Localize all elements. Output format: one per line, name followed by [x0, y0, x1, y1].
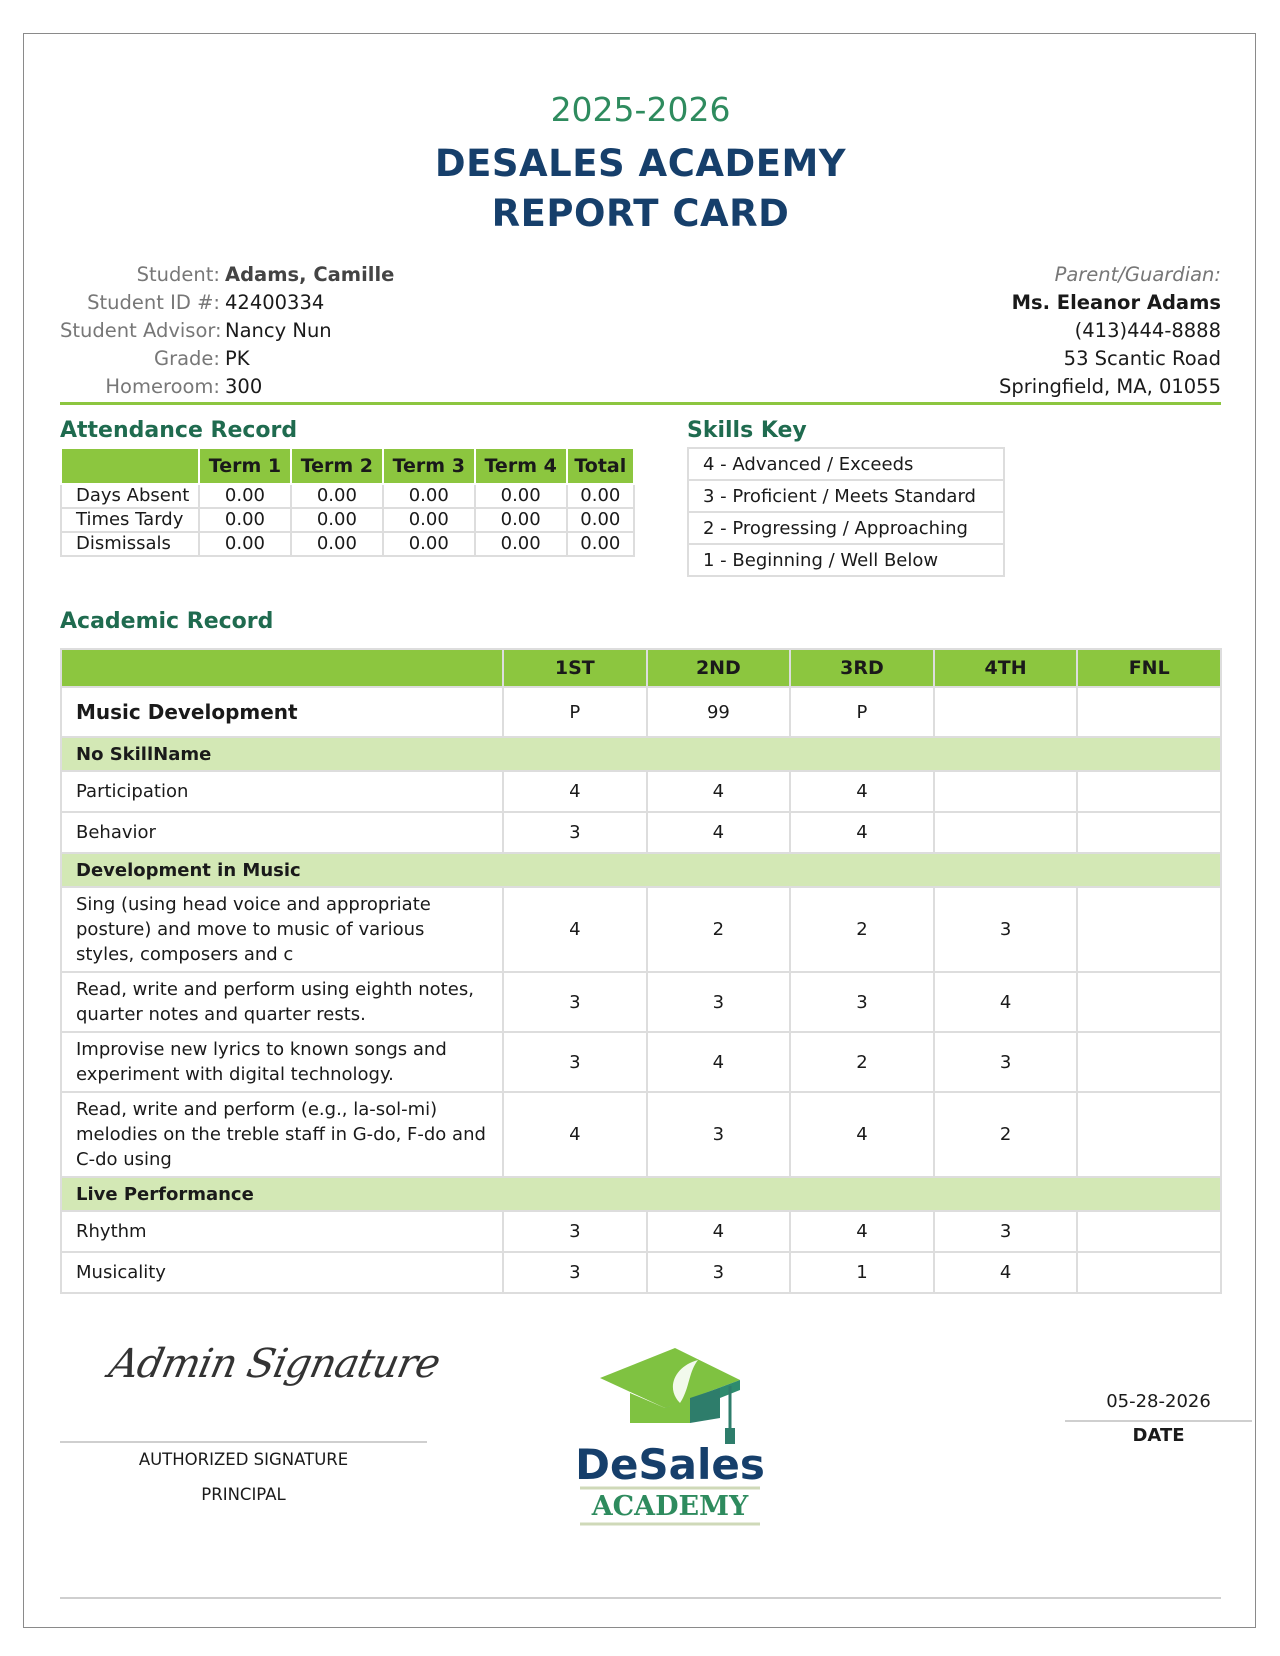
grade-cell: 3	[647, 1252, 791, 1293]
student-info	[60, 261, 420, 401]
school-name: DESALES ACADEMY	[434, 142, 847, 185]
academic-header-cell: 4TH	[934, 649, 1078, 687]
attendance-cell: 0.00	[199, 508, 291, 532]
grade-cell: 1	[790, 1252, 934, 1293]
grade-cell	[934, 771, 1078, 812]
student-homeroom-row	[60, 373, 420, 401]
grade-cell: P	[503, 687, 647, 737]
skill-row	[61, 1252, 1221, 1293]
attendance-cell: 0.00	[567, 484, 634, 508]
academic-header-cell: 1ST	[503, 649, 647, 687]
school-logo	[570, 1348, 770, 1538]
attendance-cell: 0.00	[383, 508, 475, 532]
grade-cell: 4	[790, 1092, 934, 1177]
skill-name: Sing (using head voice and appropriate posture) and move to music of various styles, composers and c	[61, 887, 503, 972]
student-name-row	[60, 261, 420, 289]
grade-cell	[1077, 771, 1221, 812]
guardian-phone: (413)444-8888	[1074, 319, 1221, 342]
attendance-cell: 0.00	[475, 484, 567, 508]
attendance-cell: 0.00	[475, 508, 567, 532]
guardian-info	[999, 261, 1221, 401]
grade-cell: 4	[790, 1211, 934, 1252]
grade-cell: 4	[503, 771, 647, 812]
academic-header-row	[61, 649, 1221, 687]
grade-cell: 4	[647, 771, 791, 812]
skill-group-name: Development in Music	[61, 853, 1221, 887]
grade-cell: 4	[503, 1092, 647, 1177]
guardian-street: 53 Scantic Road	[1063, 347, 1221, 370]
subject-row	[61, 687, 1221, 737]
skill-name: Behavior	[61, 812, 503, 853]
page-content	[60, 34, 1221, 1627]
grade-cell: 3	[503, 1032, 647, 1092]
academic-header-cell	[61, 649, 503, 687]
skills-key-table	[687, 447, 1005, 577]
grade-cell: 3	[934, 1032, 1078, 1092]
grade-cell: 3	[934, 887, 1078, 972]
grade-cell: 4	[790, 771, 934, 812]
grade-cell	[1077, 1032, 1221, 1092]
skill-group-name: No SkillName	[61, 737, 1221, 771]
attendance-header-cell: Term 4	[475, 448, 567, 484]
grade-cell: 3	[934, 1211, 1078, 1252]
guardian-name: Ms. Eleanor Adams	[1011, 291, 1221, 314]
attendance-row-label: Days Absent	[61, 484, 199, 508]
grade-cell	[934, 687, 1078, 737]
signature-date: 05-28-2026	[1106, 1391, 1211, 1412]
skill-name: Read, write and perform using eighth notes, quarter notes and quarter rests.	[61, 972, 503, 1032]
grade-cell	[1077, 1092, 1221, 1177]
admin-signature: Admin Signature	[105, 1341, 444, 1387]
attendance-row-label: Dismissals	[61, 532, 199, 556]
grade-cell: 3	[790, 972, 934, 1032]
attendance-cell: 0.00	[291, 508, 383, 532]
student-id-row	[60, 289, 420, 317]
skill-row	[61, 771, 1221, 812]
document-title: REPORT CARD	[491, 192, 790, 235]
grade-cell	[934, 812, 1078, 853]
grade-cell	[1077, 972, 1221, 1032]
academic-header-cell: 2ND	[647, 649, 791, 687]
grade-cell: 3	[503, 1211, 647, 1252]
grade-cell: 3	[503, 972, 647, 1032]
subject-name: Music Development	[61, 687, 503, 737]
attendance-header-cell	[61, 448, 199, 484]
skill-name: Participation	[61, 771, 503, 812]
skill-name: Musicality	[61, 1252, 503, 1293]
skill-row	[61, 1092, 1221, 1177]
skill-row	[61, 1032, 1221, 1092]
grade-cell: 3	[647, 1092, 791, 1177]
attendance-header-cell: Term 1	[199, 448, 291, 484]
info-label: Grade:	[153, 347, 220, 370]
skill-name: Rhythm	[61, 1211, 503, 1252]
grade-cell	[1077, 887, 1221, 972]
grade-cell: 3	[503, 812, 647, 853]
graduation-cap-icon	[570, 1348, 770, 1538]
grade-cell: 4	[647, 1211, 791, 1252]
attendance-cell: 0.00	[383, 484, 475, 508]
signature-line	[60, 1441, 427, 1443]
attendance-table	[60, 447, 635, 557]
student-grade-row	[60, 345, 420, 373]
school-year: 2025-2026	[550, 90, 731, 129]
academic-header-cell: 3RD	[790, 649, 934, 687]
grade-cell: 3	[647, 972, 791, 1032]
skill-group-row	[61, 1177, 1221, 1211]
signature-caption: AUTHORIZED SIGNATURE	[138, 1450, 349, 1469]
skill-name: Improvise new lyrics to known songs and experiment with digital technology.	[61, 1032, 503, 1092]
grade-cell: 4	[503, 887, 647, 972]
skills-key-title: Skills Key	[687, 418, 807, 443]
grade-cell: 4	[647, 812, 791, 853]
student-name: Adams, Camille	[225, 263, 395, 286]
header-divider	[60, 402, 1221, 405]
skills-key-item: 1 - Beginning / Well Below	[688, 544, 1004, 576]
attendance-header-row	[61, 448, 634, 484]
grade-cell: 2	[934, 1092, 1078, 1177]
grade-cell	[1077, 1211, 1221, 1252]
skill-row	[61, 812, 1221, 853]
footer-divider	[60, 1597, 1221, 1599]
grade-cell	[1077, 1252, 1221, 1293]
attendance-cell: 0.00	[567, 532, 634, 556]
grade-cell	[1077, 812, 1221, 853]
attendance-row	[61, 532, 634, 556]
student-grade: PK	[225, 347, 250, 370]
student-advisor-row	[60, 317, 420, 345]
academic-header-cell: FNL	[1077, 649, 1221, 687]
student-advisor: Nancy Nun	[225, 319, 332, 342]
attendance-cell: 0.00	[199, 532, 291, 556]
skill-row	[61, 887, 1221, 972]
attendance-cell: 0.00	[567, 508, 634, 532]
grade-cell: 2	[790, 1032, 934, 1092]
grade-cell: P	[790, 687, 934, 737]
guardian-city: Springfield, MA, 01055	[999, 375, 1221, 398]
skills-key-item: 2 - Progressing / Approaching	[688, 512, 1004, 544]
date-label: DATE	[1132, 1425, 1185, 1446]
info-label: Student:	[136, 263, 220, 286]
skill-group-row	[61, 853, 1221, 887]
guardian-label: Parent/Guardian:	[1054, 263, 1221, 286]
grade-cell: 4	[647, 1032, 791, 1092]
attendance-cell: 0.00	[291, 532, 383, 556]
signature-role: PRINCIPAL	[201, 1485, 286, 1504]
attendance-header-cell: Total	[567, 448, 634, 484]
info-label: Student Advisor:	[60, 319, 222, 342]
attendance-cell: 0.00	[383, 532, 475, 556]
info-label: Student ID #:	[87, 291, 220, 314]
grade-cell: 4	[790, 812, 934, 853]
grade-cell	[1077, 687, 1221, 737]
skill-group-name: Live Performance	[61, 1177, 1221, 1211]
logo-sub: ACADEMY	[591, 1491, 749, 1522]
attendance-cell: 0.00	[291, 484, 383, 508]
skill-row	[61, 972, 1221, 1032]
skills-key-item: 3 - Proficient / Meets Standard	[688, 480, 1004, 512]
attendance-header-cell: Term 3	[383, 448, 475, 484]
info-label: Homeroom:	[105, 375, 220, 398]
academic-table	[60, 648, 1222, 1294]
attendance-row	[61, 508, 634, 532]
student-homeroom: 300	[225, 375, 263, 398]
skill-name: Read, write and perform (e.g., la-sol-mi) melodies on the treble staff in G-do, F-do and C-do using	[61, 1092, 503, 1177]
skill-row	[61, 1211, 1221, 1252]
date-line	[1065, 1420, 1252, 1422]
attendance-cell: 0.00	[199, 484, 291, 508]
skill-group-row	[61, 737, 1221, 771]
grade-cell: 2	[790, 887, 934, 972]
student-id: 42400334	[225, 291, 325, 314]
attendance-row	[61, 484, 634, 508]
grade-cell: 2	[647, 887, 791, 972]
grade-cell: 4	[934, 1252, 1078, 1293]
attendance-row-label: Times Tardy	[61, 508, 199, 532]
page-frame	[23, 33, 1256, 1628]
grade-cell: 4	[934, 972, 1078, 1032]
logo-name: DeSales	[575, 1440, 765, 1489]
attendance-title: Attendance Record	[60, 418, 298, 443]
academic-title: Academic Record	[60, 609, 274, 634]
grade-cell: 99	[647, 687, 791, 737]
attendance-header-cell: Term 2	[291, 448, 383, 484]
skills-key-item: 4 - Advanced / Exceeds	[688, 448, 1004, 480]
grade-cell: 3	[503, 1252, 647, 1293]
attendance-cell: 0.00	[475, 532, 567, 556]
